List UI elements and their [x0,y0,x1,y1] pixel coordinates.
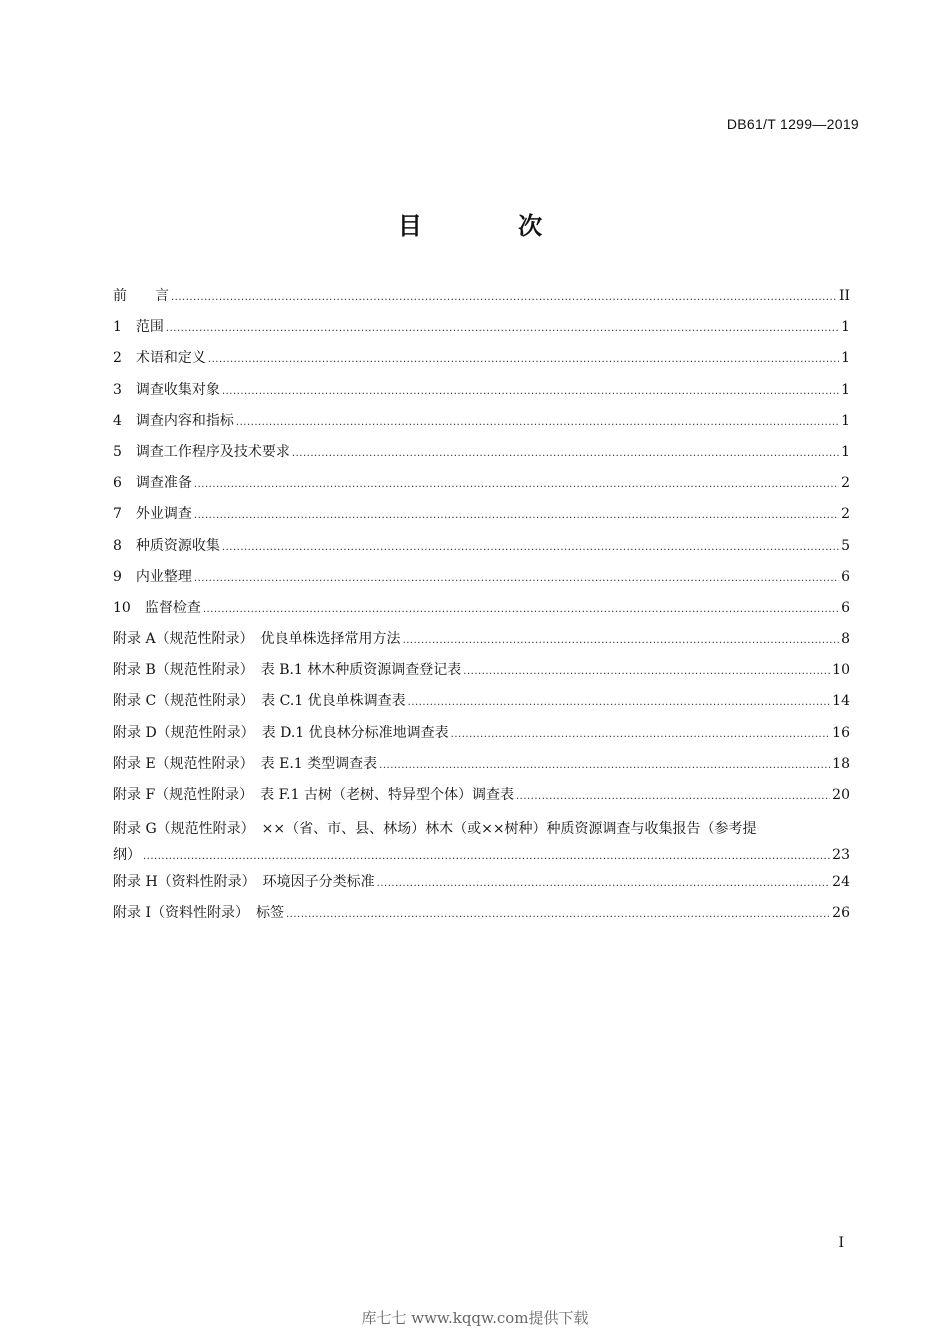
toc-leader [463,662,830,682]
toc-leader [194,475,839,495]
toc-leader [286,905,830,925]
toc-label: 8 种质资源收集 [113,537,220,554]
toc-page: 2 [841,475,850,492]
toc-page: 1 [841,443,850,460]
toc-label: 附录 H（资料性附录） 环境因子分类标准 [113,874,375,891]
toc-entry[interactable] [113,598,850,629]
toc-label: 4 调查内容和指标 [113,412,234,429]
toc-page: 6 [841,568,850,585]
toc-leader [194,569,839,589]
toc-entry[interactable] [113,536,850,567]
toc-leader [166,319,839,339]
toc-page: 20 [832,787,850,803]
toc-leader [451,725,831,745]
toc-leader [194,506,839,526]
toc-leader [236,413,839,433]
toc-page: 6 [841,599,850,616]
toc-leader [222,538,839,558]
toc-page: 26 [832,905,850,922]
toc-label: 1 范围 [113,319,164,336]
page-number: I [838,1235,844,1251]
toc-leader [379,756,830,776]
toc-entry[interactable] [113,903,850,934]
toc-page: II [838,288,850,304]
toc-page: 23 [832,847,850,864]
toc-leader [292,444,839,464]
toc-entry[interactable] [113,473,850,504]
toc-label: 附录 G（规范性附录） ××（省、市、县、林场）林木（或××树种）种质资源调查与收集报告（参考提 [113,821,757,838]
toc-label: 附录 D（规范性附录） 表 D.1 优良林分标准地调查表 [113,724,449,741]
toc-page: 1 [841,350,850,367]
toc-page: 1 [841,412,850,429]
toc-label: 7 外业调查 [113,506,192,523]
toc-entry[interactable] [113,723,850,754]
toc-entry[interactable] [113,785,850,816]
toc-label: 附录 B（规范性附录） 表 B.1 林木种质资源调查登记表 [113,662,462,679]
toc-entry[interactable] [113,348,850,379]
toc-leader [403,631,840,651]
toc-page: 2 [841,506,850,523]
toc-leader [171,288,837,308]
toc-entry[interactable] [113,691,850,722]
page-title: 目 次 [397,212,587,240]
toc-leader [408,693,831,713]
toc-entry[interactable] [113,317,850,348]
standard-code: DB61/T 1299—2019 [726,116,859,132]
toc-label: 5 调查工作程序及技术要求 [113,443,290,460]
toc-entry[interactable] [113,872,850,903]
toc-leader [203,600,839,620]
toc-page: 14 [832,693,850,710]
toc-entry[interactable] [113,660,850,691]
toc-page: 10 [832,662,850,679]
toc-page: 8 [841,631,850,648]
toc-leader [143,844,830,870]
toc-entry[interactable] [113,567,850,598]
toc-entry[interactable] [113,286,850,317]
toc-page: 1 [841,319,850,336]
toc-entry[interactable] [113,504,850,535]
toc-leader [222,382,839,402]
download-footer: 库七七 www.kqqw.com提供下载 [361,1309,589,1327]
toc-label: 3 调查收集对象 [113,381,220,398]
toc-leader [208,350,839,370]
toc-leader [377,874,831,894]
toc-page: 24 [832,874,850,891]
toc-entry[interactable] [113,411,850,442]
toc-label: 附录 I（资料性附录） 标签 [113,905,284,922]
toc-label: 9 内业整理 [113,568,192,585]
toc-label: 2 术语和定义 [113,350,206,367]
toc-entry[interactable] [113,754,850,785]
toc-label: 6 调查准备 [113,475,192,492]
toc-entry[interactable] [113,629,850,660]
toc-label: 附录 F（规范性附录） 表 F.1 古树（老树、特异型个体）调查表 [113,787,514,803]
toc-page: 18 [832,755,850,772]
table-of-contents [113,286,850,935]
toc-page: 5 [841,537,850,554]
toc-entry[interactable] [113,442,850,473]
toc-page: 1 [841,381,850,398]
toc-label-continued: 纲） [113,847,141,864]
toc-entry[interactable] [113,380,850,411]
toc-label: 10 监督检查 [113,599,201,616]
toc-page: 16 [832,724,850,741]
toc-label: 附录 A（规范性附录） 优良单株选择常用方法 [113,631,401,648]
toc-leader [516,787,830,807]
toc-label: 附录 C（规范性附录） 表 C.1 优良单株调查表 [113,693,406,710]
toc-label: 前 言 [113,288,169,304]
toc-entry-wrapped[interactable] [113,816,850,872]
toc-label: 附录 E（规范性附录） 表 E.1 类型调查表 [113,755,378,772]
